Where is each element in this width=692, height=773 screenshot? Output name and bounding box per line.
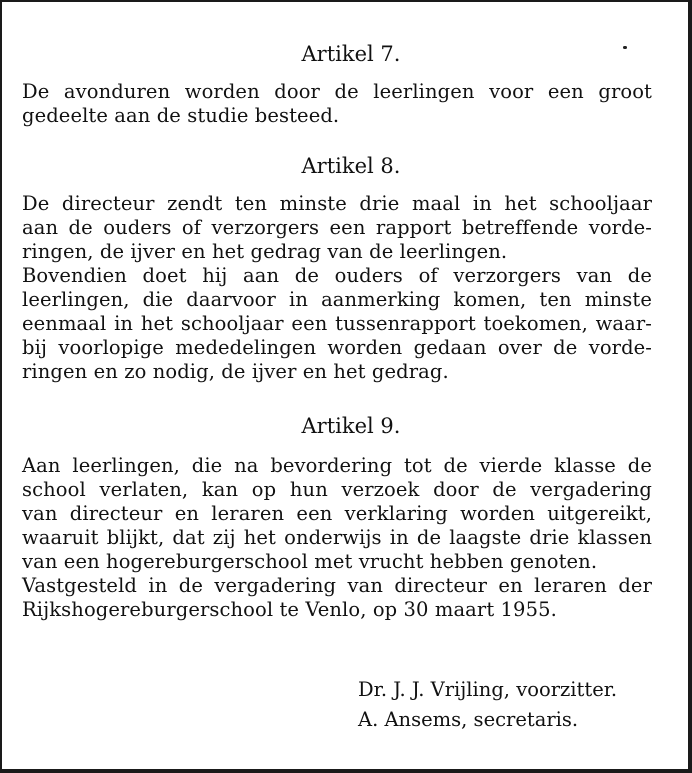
article-8-line-2: aan de ouders of verzorgers een rapport betreffende vorde- xyxy=(22,216,652,239)
article-8-line-8: ringen en zo nodig, de ijver en het gedrag. xyxy=(22,360,449,383)
article-8-heading: Artikel 8. xyxy=(301,154,401,178)
article-8-line-4: Bovendien doet hij aan de ouders of verzorgers van de xyxy=(22,264,652,287)
article-8-line-7: bij voorlopige mededelingen worden gedaan over de vorde- xyxy=(22,336,652,359)
article-8-line-6: eenmaal in het schooljaar een tussenrapport toekomen, waar- xyxy=(22,312,652,335)
article-8-line-5: leerlingen, die daarvoor in aanmerking komen, ten minste xyxy=(22,288,652,311)
article-9-line-5: van een hogereburgerschool met vrucht hebben genoten. xyxy=(22,550,598,573)
article-7-line-1: De avonduren worden door de leerlingen voor een groot xyxy=(22,80,652,103)
article-8-line-3: ringen, de ijver en het gedrag van de leerlingen. xyxy=(22,240,508,263)
article-9-line-1: Aan leerlingen, die na bevordering tot de vierde klasse de xyxy=(22,454,652,477)
signature-chairman: Dr. J. J. Vrijling, voorzitter. xyxy=(358,678,618,701)
article-7-heading: Artikel 7. xyxy=(301,42,401,66)
article-9-line-3: van directeur en leraren een verklaring worden uitgereikt, xyxy=(22,502,652,525)
article-9-heading: Artikel 9. xyxy=(301,414,401,438)
article-9-line-4: waaruit blijkt, dat zij het onderwijs in de laagste drie klassen xyxy=(22,526,652,549)
article-8-line-1: De directeur zendt ten minste drie maal in het schooljaar xyxy=(22,192,652,215)
article-9-line-7: Rijkshogereburgerschool te Venlo, op 30 maart 1955. xyxy=(22,598,557,621)
article-9-line-2: school verlaten, kan op hun verzoek door de vergadering xyxy=(22,478,652,501)
signature-secretary: A. Ansems, secretaris. xyxy=(358,708,579,731)
article-7-line-2: gedeelte aan de studie besteed. xyxy=(22,104,340,127)
article-9-line-6: Vastgesteld in de vergadering van directeur en leraren der xyxy=(22,574,652,597)
